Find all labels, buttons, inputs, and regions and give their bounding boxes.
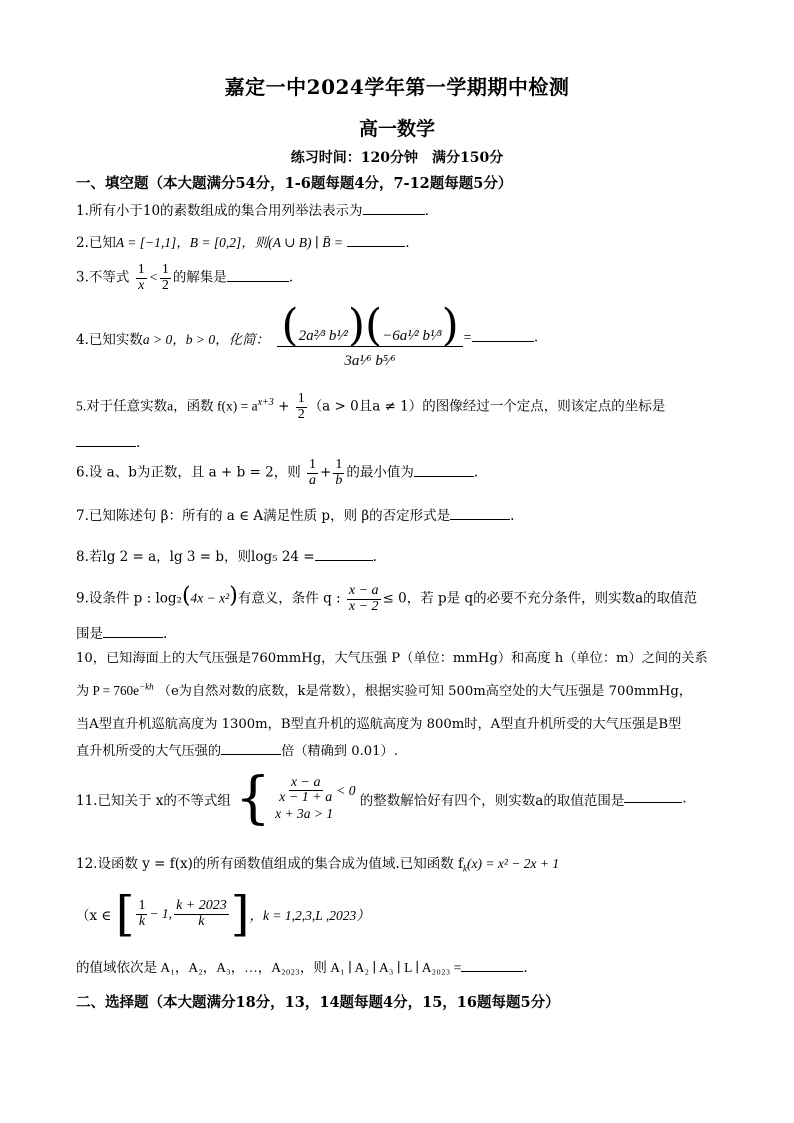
question-9-line-2: 围是 . bbox=[76, 622, 167, 642]
question-1: 1.所有小于10的素数组成的集合用列举法表示为 . bbox=[76, 199, 429, 219]
question-12-domain: （x ∈ [ $\frac{1}{k}$ − 1, $\frac{k + 2023}{k}$ ]，k = 1,2,3,L ,2023） bbox=[76, 886, 370, 942]
answer-blank[interactable] bbox=[414, 462, 474, 477]
inequality-row-2: x + 3a > 1 bbox=[275, 806, 334, 822]
answer-blank[interactable] bbox=[347, 232, 405, 247]
answer-blank[interactable] bbox=[76, 432, 136, 447]
inequality-system bbox=[275, 776, 355, 823]
question-2-lead: 2.已知 bbox=[76, 235, 116, 251]
question-6-lead: 6.设 a、b为正数，且 a + b = 2，则 bbox=[76, 464, 301, 481]
answer-blank[interactable] bbox=[363, 200, 425, 215]
question-7-text: 7.已知陈述句 β：所有的 a ∈ A满足性质 p，则 β的否定形式是 bbox=[76, 508, 451, 524]
answer-blank[interactable] bbox=[461, 957, 523, 972]
question-10-line-1: 10，已知海面上的大气压强是760mmHg，大气压强 P（单位：mmHg）和高度 h（单位：m）之间的关系 bbox=[76, 651, 708, 666]
question-2-expr: A = [−1,1]，B = [0,2]，则(A ∪ B) ∣ B̄ = bbox=[115, 235, 343, 250]
question-11-tail: 的整数解恰好有四个，则实数a的取值范围是 bbox=[359, 793, 625, 809]
question-6: 6.设 a、b为正数，且 a + b = 2，则 $\frac{1}{a}$ + $\frac{1}{b}$ 的最小值为 . bbox=[76, 457, 479, 488]
question-3-tail: 的解集是 bbox=[172, 269, 227, 286]
exam-meta: 练习时间：120分钟 满分150分 bbox=[290, 150, 504, 166]
answer-blank[interactable] bbox=[227, 267, 289, 282]
question-11: 11.已知关于 x的不等式组 { $\frac{x - a}{x - 1 + a}$ < 0 x + 3a > 1 的整数解恰好有四个，则实数a的取值范围是 . bbox=[76, 766, 687, 831]
question-5: 5.对于任意实数a，函数 $f(x) = a^{x+3}$ + $\frac{1}{2}$ （a > 0且a ≠ 1）的图像经过一个定点，则该定点的坐标是 bbox=[76, 391, 666, 422]
question-10-line-2: 为 $P = 760e^{-kh}$ （e为自然对数的底数，k是常数），根据实验可知 500m高空处的大气压强是 700mmHg， bbox=[76, 681, 692, 699]
fraction-1-over-a: $\frac{1}{a}$ bbox=[309, 457, 317, 488]
question-5-text: 5.对于任意实数a，函数 f(x) = a bbox=[76, 398, 258, 414]
question-10-line-3: 当A型直升机巡航高度为 1300m，B型直升机的巡航高度为 800m时，A型直升机所受的大气压强是B型 bbox=[76, 717, 682, 732]
fraction-1-over-2: $\frac{1}{2}$ bbox=[161, 262, 169, 293]
answer-blank[interactable] bbox=[315, 546, 373, 561]
answer-blank[interactable] bbox=[624, 788, 682, 803]
exam-subtitle: 高一数学 bbox=[358, 118, 435, 140]
question-8-text: 8.若lg 2 = a，lg 3 = b，则log₅ 24 = bbox=[76, 549, 315, 565]
question-4-denominator: 3a¹⁄⁶ b⁵⁄⁶ bbox=[344, 353, 396, 369]
question-12-line-1: 12.设函数 y = f(x)的所有函数值组成的集合成为值域.已知函数 $f_k(x) = x^2 - 2x + 1$ bbox=[76, 856, 560, 874]
answer-blank[interactable] bbox=[221, 740, 281, 755]
fraction-1-over-k: $\frac{1}{k}$ bbox=[138, 897, 146, 929]
fraction-1-over-b: $\frac{1}{b}$ bbox=[335, 457, 343, 488]
question-12-line-3: 的值域依次是 A₁，A₂，A₃，…，A₂₀₂₃，则 A₁ ∣ A₂ ∣ A₃ ∣ L ∣ A₂₀₂₃ = . bbox=[76, 956, 528, 976]
question-4: 4.已知实数a > 0，b > 0，化简： $\frac{\text{(2a²⁄³ b¹⁄²)(−6a¹⁄² b¹⁄³)}}{\text{3a¹⁄⁶ b⁵⁄⁶}}$ = . bbox=[76, 300, 539, 369]
inequality-row-1: $\frac{x - a}{x - 1 + a}$ < 0 bbox=[279, 774, 356, 806]
question-11-lead: 11.已知关于 x的不等式组 bbox=[76, 793, 231, 809]
section-fill-in-heading: 一、填空题（本大题满分54分，1-6题每题4分，7-12题每题5分） bbox=[76, 175, 513, 192]
question-3: 3.不等式 $\frac{1}{x}$ < $\frac{1}{2}$ 的解集是 . bbox=[76, 262, 294, 293]
answer-blank[interactable] bbox=[450, 505, 510, 520]
question-9: 9.设条件 p : log₂(4x − x²)有意义，条件 q : $\frac{x - a}{x - 2}$ ≤ 0，若 p是 q的必要不充分条件，则实数a的取值范 bbox=[76, 583, 698, 614]
question-5-answer-line: . bbox=[76, 432, 140, 451]
question-2: 2.已知A = [−1,1]，B = [0,2]，则(A ∪ B) ∣ B̄ = . bbox=[76, 231, 410, 251]
fraction-1-over-2: $\frac{1}{2}$ bbox=[297, 391, 305, 422]
fraction-k-plus-2023-over-k: $\frac{k + 2023}{k}$ bbox=[176, 897, 227, 929]
question-10-line-4: 直升机所受的大气压强的 倍（精确到 0.01）. bbox=[76, 740, 398, 759]
question-1-text: 1.所有小于10的素数组成的集合用列举法表示为 bbox=[76, 203, 363, 219]
question-7: 7.已知陈述句 β：所有的 a ∈ A满足性质 p，则 β的否定形式是 . bbox=[76, 504, 514, 524]
question-8: 8.若lg 2 = a，lg 3 = b，则log₅ 24 = . bbox=[76, 545, 377, 565]
question-5-condition: （a > 0且a ≠ 1）的图像经过一个定点，则该定点的坐标是 bbox=[308, 398, 666, 415]
question-4-fraction bbox=[277, 300, 462, 370]
section-choice-heading: 二、选择题（本大题满分18分，13，14题每题4分，15，16题每题5分） bbox=[76, 994, 560, 1011]
question-4-lead: 4.已知实数a > 0，b > 0，化简： bbox=[76, 332, 270, 348]
exam-title: 嘉定一中2024学年第一学期期中检测 bbox=[224, 75, 570, 99]
fraction-1-over-x: $\frac{1}{x}$ bbox=[137, 262, 145, 293]
answer-blank[interactable] bbox=[103, 623, 163, 638]
question-3-lead: 3.不等式 bbox=[76, 269, 130, 286]
answer-blank[interactable] bbox=[472, 327, 534, 342]
question-4-numerator: (2a²⁄³ b¹⁄²)(−6a¹⁄² b¹⁄³) bbox=[277, 306, 462, 347]
system-brace: { bbox=[235, 766, 271, 831]
question-9-lead: 9.设条件 p : log₂ bbox=[76, 590, 182, 607]
fraction-x-minus-a-over-x-minus-2: $\frac{x - a}{x - 2}$ bbox=[348, 583, 379, 614]
question-6-tail: 的最小值为 bbox=[346, 464, 414, 481]
